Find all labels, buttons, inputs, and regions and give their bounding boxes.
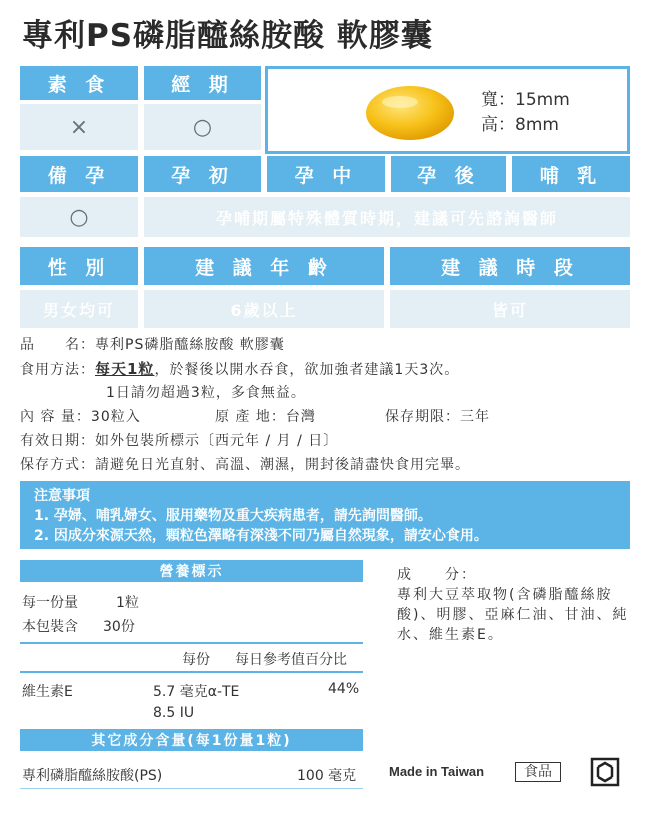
capsule-height: 高：8mm (481, 115, 559, 135)
header-prep: 備 孕 (20, 156, 138, 192)
divider (20, 671, 363, 673)
ingredients (397, 565, 632, 645)
nutrition-header: 營養標示 (20, 560, 363, 582)
value-menstrual: ○ (144, 104, 261, 150)
value-prep: ○ (20, 197, 138, 237)
usage-label: 食用方法： (20, 362, 95, 378)
header-vegetarian: 素 食 (20, 66, 138, 100)
content-value: 30粒入 (90, 409, 141, 425)
page-title: 專利PS磷脂醯絲胺酸 軟膠囊 (22, 18, 433, 54)
origin-label: 原 產 地： (215, 409, 286, 425)
notice-item-2: 2. 因成分來源天然，顆粒色澤略有深淺不同乃屬自然現象，請安心食用。 (34, 528, 488, 544)
ingredients-label: 成 分： (397, 567, 477, 583)
other-name: 專利磷脂醯絲胺酸(PS) (22, 768, 163, 784)
food-badge: 食品 (515, 762, 561, 782)
capsule-image-box (265, 66, 630, 154)
storage-row (20, 454, 470, 474)
col-per-serving: 每份 (182, 652, 210, 668)
nutrient-amount: 5.7 毫克α-TE (153, 684, 240, 700)
storage-value: 請避免日光直射、高溫、潮濕，開封後請盡快食用完畢。 (95, 457, 470, 473)
storage-label: 保存方式： (20, 457, 95, 473)
value-age: 6歲以上 (144, 290, 384, 328)
made-in-taiwan: Made in Taiwan (389, 764, 485, 779)
header-late: 孕 後 (391, 156, 506, 192)
notice-item-1: 1. 孕婦、哺乳婦女、服用藥物及重大疾病患者，請先詢問醫師。 (34, 508, 432, 524)
capsule-image (348, 69, 468, 151)
expiry-row (20, 430, 338, 450)
serving-value: 1粒 (116, 595, 139, 611)
value-gender: 男女均可 (20, 290, 138, 328)
product-name-row (20, 334, 285, 354)
capsule-width: 寬：15mm (481, 90, 570, 110)
usage-row (20, 358, 459, 379)
header-early: 孕 初 (144, 156, 261, 192)
expiry-value: 如外包裝所標示〔西元年 / 月 / 日〕 (95, 433, 339, 449)
divider (20, 788, 363, 789)
shelf-life-value: 三年 (460, 409, 490, 425)
header-time: 建 議 時 段 (390, 247, 630, 285)
expiry-label: 有效日期： (20, 433, 95, 449)
notice-title: 注意事項 (34, 488, 90, 504)
shelf-life-row (385, 406, 490, 426)
header-mid: 孕 中 (267, 156, 385, 192)
usage-line-2: 1日請勿超過3粒，多食無益。 (106, 385, 306, 401)
divider (20, 642, 363, 644)
nutrient-name: 維生素E (22, 684, 73, 700)
notice-box (20, 481, 630, 549)
origin-row (215, 406, 316, 426)
header-nursing: 哺 乳 (512, 156, 630, 192)
nutrient-amount-iu: 8.5 IU (153, 705, 195, 721)
shelf-life-label: 保存期限： (385, 409, 460, 425)
per-pack-value: 30份 (103, 619, 135, 635)
header-menstrual: 經 期 (144, 66, 261, 100)
content-label: 內 容 量： (20, 409, 91, 425)
origin-value: 台灣 (285, 409, 316, 425)
ingredients-text: 專利大豆萃取物(含磷脂醯絲胺酸)、明膠、亞麻仁油、甘油、純水、維生素E。 (397, 587, 629, 643)
value-vegetarian: × (20, 104, 138, 150)
header-age: 建 議 年 齡 (144, 247, 384, 285)
per-pack-label: 本包裝含 (22, 619, 78, 635)
product-name-value: 專利PS磷脂醯絲胺酸 軟膠囊 (95, 337, 285, 353)
recycle-icon (590, 757, 620, 787)
usage-highlight: 每天1粒 (95, 360, 155, 378)
pregnancy-note: 孕哺期屬特殊體質時期，建議可先諮詢醫師 (144, 197, 630, 237)
content-row (20, 406, 141, 426)
serving-label: 每一份量 (22, 595, 78, 611)
product-name-label: 品 名： (20, 337, 95, 353)
other-amount: 100 毫克 (297, 768, 357, 784)
col-daily-pct: 每日參考值百分比 (235, 652, 347, 668)
nutrient-pct: 44% (328, 681, 360, 697)
value-time: 皆可 (390, 290, 630, 328)
usage-text: ，於餐後以開水吞食，欲加強者建議1天3次。 (154, 362, 460, 378)
header-gender: 性 別 (20, 247, 138, 285)
other-ingredients-header: 其它成分含量(每1份量1粒) (20, 729, 363, 751)
